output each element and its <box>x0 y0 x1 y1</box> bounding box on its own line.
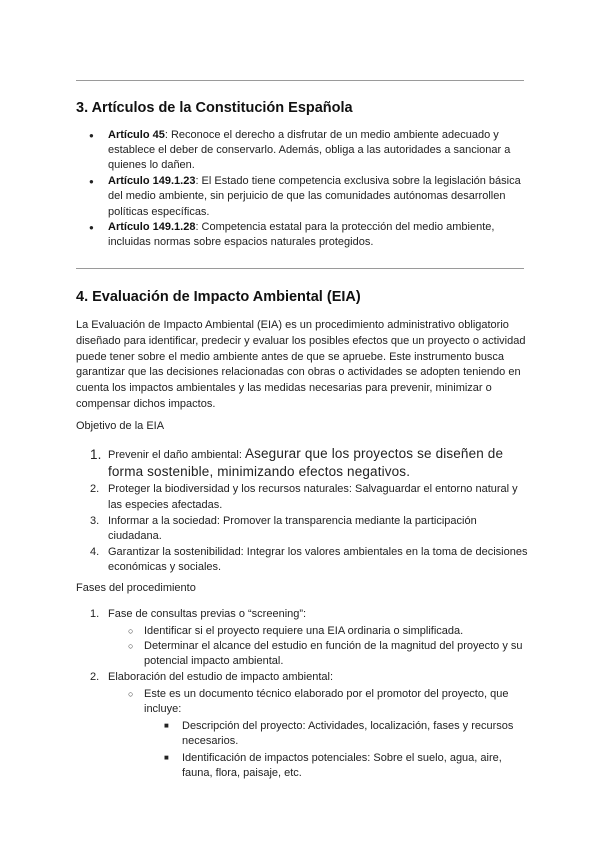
fases-label: Fases del procedimiento <box>76 582 196 594</box>
articles-list <box>76 128 526 251</box>
list-item: ○ Determinar el alcance del estudio en función de la magnitud del proyecto y su potencial impacto ambiental. <box>108 639 528 669</box>
list-item: 1. Prevenir el daño ambiental: Asegurar que los proyectos se diseñen de forma sostenible, minimizando efectos negativos. <box>90 446 504 480</box>
list-item: 2. Proteger la biodiversidad y los recursos naturales: Salvaguardar el entorno natural y las especies afectadas. <box>90 483 518 511</box>
list-item: ● Artículo 149.1.23: El Estado tiene competencia exclusiva sobre la legislación básica del medio ambiente, sin perjuicio de que las comunidades autónomas desarrollen políticas específicas. <box>76 174 526 220</box>
list-item: ○ Identificar si el proyecto requiere una EIA ordinaria o simplificada. <box>108 624 528 639</box>
list-item: 3. Informar a la sociedad: Promover la transparencia mediante la participación ciudadana. <box>90 514 477 543</box>
list-item: 4. Garantizar la sostenibilidad: Integrar los valores ambientales en la toma de decisiones económicas y sociales. <box>90 546 528 574</box>
list-item: ■ Descripción del proyecto: Actividades, localización, fases y recursos necesarios. <box>144 719 528 749</box>
objetivo-label: Objetivo de la EIA <box>76 420 165 432</box>
list-item: 1. Fase de consultas previas o “screening”: ○ Identificar si el proyecto requiere una EIA ordinaria o simplificada. ○ Determinar el alcance del estudio en función de la magnitud del proyecto y su potencial impacto ambiental. <box>76 607 528 669</box>
eia-intro-paragraph: La Evaluación de Impacto Ambiental (EIA) es un procedimiento administrativo obligatorio diseñado para identificar, predecir y evaluar los posibles efectos que un proyecto o actividad puede tener sobre el medio ambiente antes de que se apruebe. Este instrumento busca garantizar que las decisiones relacionadas con obras o actividades se adopten teniendo en cuenta los impactos ambientales y las medidas necesarias para prevenir, minimizar o compensar dichos impactos. <box>76 319 526 410</box>
section-3-title: 3. Artículos de la Constitución Española <box>76 100 353 116</box>
fase-2-sublist <box>108 687 528 781</box>
divider-top <box>76 80 524 81</box>
list-item: 2. Elaboración del estudio de impacto ambiental: ○ Este es un documento técnico elaborado por el promotor del proyecto, que incluye: ■ Descripción del proyecto: Actividades, localización, fases y recursos necesarios. ■ Identificación de impactos potenciales: Sobre el suelo, agua, aire, fauna, flora, paisaje, etc. <box>76 670 528 781</box>
list-item: ○ Este es un documento técnico elaborado por el promotor del proyecto, que incluye: ■ Descripción del proyecto: Actividades, localización, fases y recursos necesarios. ■ Identificación de impactos potenciales: Sobre el suelo, agua, aire, fauna, flora, paisaje, etc. <box>108 687 528 781</box>
section-4-title: 4. Evaluación de Impacto Ambiental (EIA) <box>76 289 361 305</box>
fase-1-sublist <box>108 624 528 668</box>
divider-middle <box>76 268 524 269</box>
list-item: ■ Identificación de impactos potenciales: Sobre el suelo, agua, aire, fauna, flora, paisaje, etc. <box>144 751 528 781</box>
fases-list <box>76 607 528 783</box>
fase-2-detail-list <box>144 719 528 780</box>
list-item: ● Artículo 45: Reconoce el derecho a disfrutar de un medio ambiente adecuado y establece el deber de conservarlo. Además, obliga a las autoridades a sancionar a quienes lo dañen. <box>76 128 526 174</box>
list-item: ● Artículo 149.1.28: Competencia estatal para la protección del medio ambiente, incluidas normas sobre espacios naturales protegidos. <box>76 220 526 250</box>
objetivos-list <box>76 445 528 577</box>
